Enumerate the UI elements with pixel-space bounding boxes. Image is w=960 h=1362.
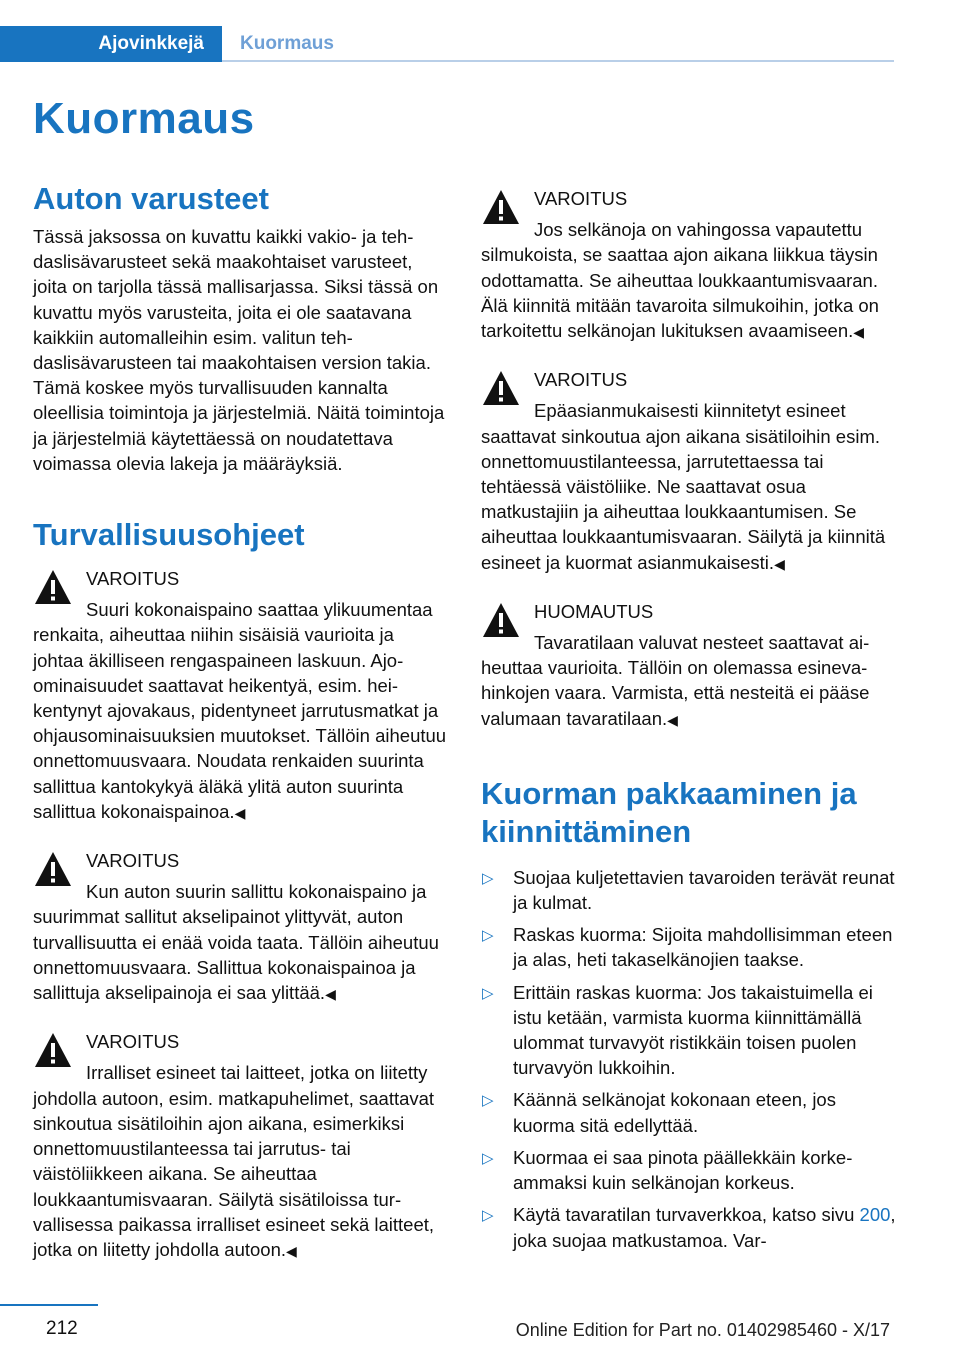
warning-label: VAROITUS: [534, 369, 628, 391]
notice-triangle-icon: [481, 600, 521, 640]
equipment-paragraph: Tässä jaksossa on kuvattu kaikki vakio- ja tehdaslisävarusteet sekä maakohtaiset varusteet, joita on tarjolla tässä mallisarjassa. Siksi tässä on kuvattu myös varusteita, joita ei ole saatavana kaikkiin automalleihin esim. valitun tehdaslisävarusteen tai maakohtaisen version takia. Tämä koskee myös turvallisuuden kannalta oleellisia toimintoja ja järjestelmiä. Näitä toimintoja ja järjestelmiä käytettäessä on noudatettava voimassa olevia lakeja ja määräyksiä.: [33, 226, 445, 474]
end-marker-icon: ◀: [853, 324, 865, 341]
warning-triangle-icon: [33, 849, 73, 889]
notice-block: [481, 597, 896, 731]
warning-label: VAROITUS: [86, 568, 180, 590]
warning-triangle-icon: [33, 567, 73, 607]
edition-info: Online Edition for Part no. 01402985460 - X/17: [515, 1320, 890, 1340]
section-title-loading: Kuorman pakkaaminen ja kiinnittäminen: [481, 775, 857, 849]
header-divider: [222, 60, 894, 62]
page-reference-link[interactable]: 200: [859, 1204, 891, 1226]
bullet-triangle-icon: ▷: [482, 1092, 494, 1110]
list-item: ▷ Käännä selkänojat kokonaan eteen, jos kuorma sitä edellyttää.: [482, 1089, 836, 1136]
section-title-equipment: Auton varusteet: [33, 181, 269, 216]
end-marker-icon: ◀: [234, 804, 246, 821]
bullet-triangle-icon: ▷: [482, 984, 494, 1002]
warning-block: [33, 846, 448, 1005]
end-marker-icon: ◀: [325, 986, 336, 1003]
bullet-triangle-icon: ▷: [482, 869, 494, 887]
warning-block: [481, 184, 896, 343]
section-title-safety: Turvallisuusohjeet: [33, 517, 305, 553]
bullet-triangle-icon: ▷: [482, 1149, 494, 1167]
warning-block: [481, 365, 896, 575]
end-marker-icon: ◀: [667, 711, 678, 728]
warning-triangle-icon: [481, 187, 521, 227]
list-item: ▷ Suojaa kuljetettavien tavaroiden terävät reunat ja kulmat.: [482, 866, 895, 914]
warning-text: Jos selkänoja on vahingossa vapautettu silmukoista, se saattaa ajon aikana liikkua täysin odottamatta. Se aiheuttaa loukkaantumisvaaran. Älä kiinnitä mitään tavaroita silmukoihin, jotka on tarkoitettu selkänojan lukituksen avaamiseen.: [481, 219, 879, 342]
warning-text: Epäasianmukaisesti kiinnitetyt esineet saattavat sinkoutua ajon aikana sisätiloihin esim. onnettomuustilanteessa, jarrutettaessa tai tehtäessä väistöliike. Ne saattavat osua matkustajiin ja aiheuttaa loukkaantumisen. Se aiheuttaa loukkaantumisvaaran. Säilytä ja kiinnitä esineet ja kuormat asianmukaisesti.: [481, 400, 886, 573]
warning-triangle-icon: [33, 1030, 73, 1070]
bullet-triangle-icon: ▷: [482, 927, 494, 945]
bullet-triangle-icon: ▷: [482, 1207, 494, 1225]
section-tab[interactable]: Kuormaus: [240, 33, 334, 54]
right-column: [481, 184, 896, 1260]
page-number: 212: [46, 1318, 78, 1339]
warning-text: Kun auton suurin sallittu kokonaispaino ja suurimmat sallitut akselipainot ylittyvät, auton turvallisuutta ei enää voida taata. Tällöin aiheutuu onnettomuusvaara. Sallittua kokonaispainoa ja sallittuja akselipainoja ei saa ylittää.: [33, 881, 439, 1004]
warning-block: [33, 564, 448, 824]
chapter-tab[interactable]: Ajovinkkejä: [0, 26, 222, 62]
page-header: [0, 0, 960, 64]
notice-text: Tavaratilaan valuvat nesteet saattavat aiheuttaa vaurioita. Tällöin on olemassa esinevahinkojen vaara. Varmista, että nesteitä ei pääse valumaan tavaratilaan.: [481, 632, 870, 729]
warning-triangle-icon: [481, 368, 521, 408]
end-marker-icon: ◀: [286, 1242, 297, 1259]
end-marker-icon: ◀: [774, 555, 785, 572]
loading-list: [481, 865, 896, 1253]
warning-text: Irralliset esineet tai laitteet, jotka on liitetty johdolla autoon, esim. matkapuhelimet, saattavat sinkoutua sisätiloihin ajon aikana, esimerkiksi onnettomuustilanteessa tai jarrutus- tai väistöliikkeen aikana. Se aiheuttaa loukkaantumisvaaran. Säilytä sisätiloissa turvallisessa paikassa irralliset esineet sekä laitteet, jotka on liitetty johdolla autoon.: [33, 1062, 435, 1260]
warning-label: VAROITUS: [86, 850, 180, 872]
list-item: ▷ Käytä tavaratilan turvaverkkoa, katso sivu 200, joka suojaa matkustamoa. Var-: [482, 1204, 896, 1251]
footer-divider: [0, 1304, 98, 1306]
warning-block: [33, 1027, 448, 1262]
list-item: ▷ Raskas kuorma: Sijoita mahdollisimman eteen ja alas, heti takaselkänojien taakse.: [482, 924, 893, 971]
list-item: ▷ Kuormaa ei saa pinota päällekkäin korkeammaksi kuin selkänojan korkeus.: [482, 1146, 853, 1194]
warning-label: VAROITUS: [86, 1031, 180, 1053]
list-item: ▷ Erittäin raskas kuorma: Jos takaistuimella ei istu ketään, varmista kuorma kiinnittämällä ulommat turvavyöt ristikkäin toisen puolen turvavyön lukkoihin.: [482, 981, 873, 1079]
page-title: Kuormaus: [33, 94, 255, 143]
notice-label: HUOMAUTUS: [534, 600, 654, 622]
left-column: [33, 180, 448, 1262]
warning-text: Suuri kokonaispaino saattaa ylikuumentaa renkaita, aiheuttaa niihin sisäisiä vaurioita ja johtaa äkilliseen rengaspaineen laskuun. Ajoominaisuudet saattavat heikentyä, esim. heikentynyt ajovakaus, pidentyneet jarrutusmatkat ja ohjausominaisuuksien muutokset. Tällöin aiheutuu onnettomuusvaara. Noudata renkaiden suurinta sallittua kantokykyä äläkä ylitä auton suurinta sallittua kokonaispainoa.: [33, 599, 447, 822]
warning-label: VAROITUS: [534, 188, 628, 209]
